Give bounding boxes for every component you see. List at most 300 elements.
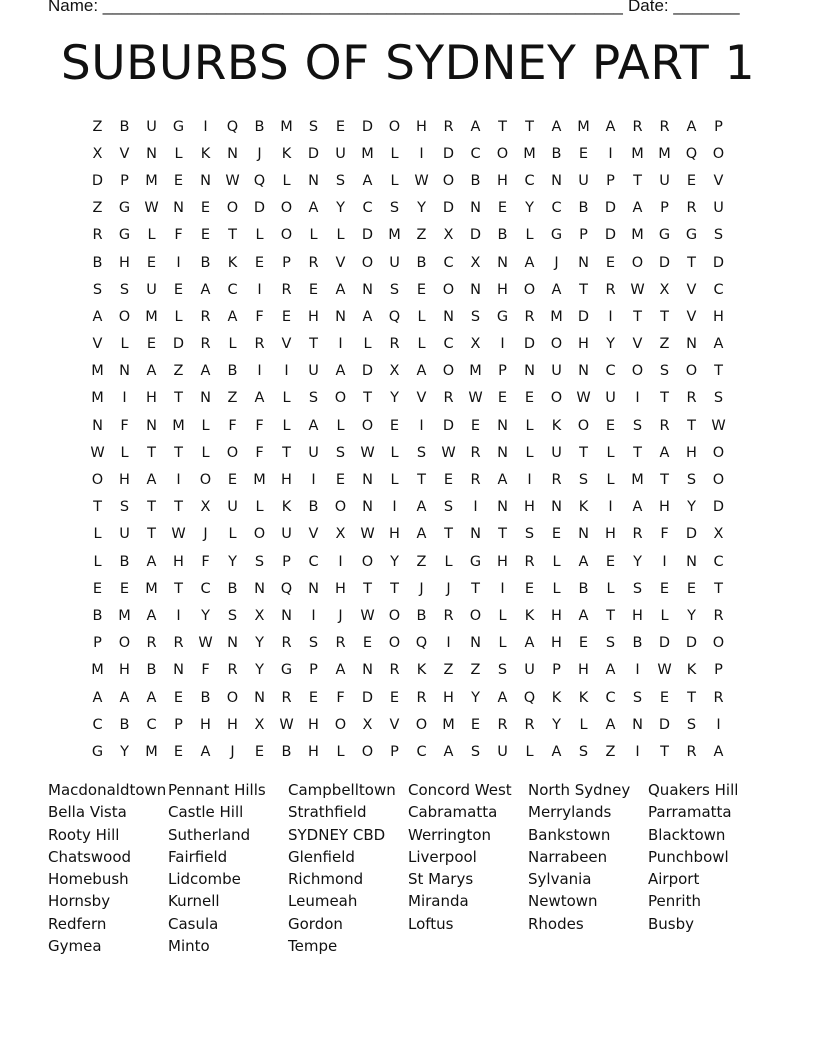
grid-letter[interactable]: D [442, 145, 455, 162]
grid-letter[interactable]: D [523, 336, 536, 353]
grid-letter[interactable]: I [716, 716, 721, 733]
grid-letter[interactable]: C [416, 743, 427, 760]
grid-letter[interactable]: T [579, 281, 588, 298]
grid-letter[interactable]: A [146, 363, 157, 380]
grid-letter[interactable]: Y [633, 553, 642, 570]
grid-letter[interactable]: C [524, 172, 535, 189]
grid-letter[interactable]: M [145, 308, 158, 325]
grid-letter[interactable]: H [605, 526, 616, 543]
grid-letter[interactable]: D [685, 526, 698, 543]
grid-letter[interactable]: L [417, 308, 426, 325]
grid-letter[interactable]: X [362, 716, 373, 733]
grid-letter[interactable]: I [284, 363, 289, 380]
grid-letter[interactable]: I [311, 607, 316, 624]
grid-letter[interactable]: E [470, 716, 481, 733]
grid-letter[interactable]: N [497, 444, 508, 461]
grid-letter[interactable]: P [606, 172, 615, 189]
grid-letter[interactable]: C [605, 363, 616, 380]
grid-letter[interactable]: E [659, 580, 670, 597]
grid-letter[interactable]: M [523, 145, 536, 162]
grid-letter[interactable]: U [389, 254, 400, 271]
grid-letter[interactable]: V [632, 336, 643, 353]
grid-letter[interactable]: A [713, 336, 724, 353]
grid-letter[interactable]: N [173, 662, 184, 679]
grid-letter[interactable]: N [281, 607, 292, 624]
grid-letter[interactable]: W [630, 281, 645, 298]
grid-letter[interactable]: H [227, 716, 238, 733]
grid-letter[interactable]: W [360, 526, 375, 543]
grid-letter[interactable]: W [414, 172, 429, 189]
grid-letter[interactable]: O [280, 227, 293, 244]
grid-letter[interactable]: D [658, 254, 671, 271]
grid-letter[interactable]: T [363, 580, 372, 597]
grid-letter[interactable]: S [119, 281, 130, 298]
grid-letter[interactable]: Y [255, 662, 264, 679]
grid-letter[interactable]: G [280, 662, 293, 679]
grid-letter[interactable]: S [632, 689, 643, 706]
grid-letter[interactable]: A [92, 689, 103, 706]
grid-letter[interactable]: R [443, 118, 454, 135]
grid-letter[interactable]: W [657, 662, 672, 679]
grid-letter[interactable]: P [714, 118, 723, 135]
grid-letter[interactable]: B [119, 553, 130, 570]
grid-letter[interactable]: V [389, 716, 400, 733]
grid-letter[interactable]: B [119, 716, 130, 733]
grid-letter[interactable]: N [308, 172, 319, 189]
grid-letter[interactable]: C [146, 716, 157, 733]
grid-letter[interactable]: I [122, 390, 127, 407]
grid-letter[interactable]: L [228, 336, 237, 353]
grid-letter[interactable]: A [524, 635, 535, 652]
grid-letter[interactable]: T [174, 390, 183, 407]
grid-letter[interactable]: D [172, 336, 185, 353]
grid-letter[interactable]: G [685, 227, 698, 244]
grid-letter[interactable]: N [200, 390, 211, 407]
grid-letter[interactable]: S [308, 635, 319, 652]
grid-letter[interactable]: I [338, 336, 343, 353]
grid-letter[interactable]: Z [470, 662, 481, 679]
grid-letter[interactable]: B [308, 499, 319, 516]
grid-letter[interactable]: D [469, 227, 482, 244]
grid-letter[interactable]: Z [173, 363, 184, 380]
grid-letter[interactable]: R [524, 308, 535, 325]
grid-letter[interactable]: E [119, 580, 130, 597]
grid-letter[interactable]: T [444, 526, 453, 543]
grid-letter[interactable]: C [713, 553, 724, 570]
grid-letter[interactable]: Q [388, 308, 401, 325]
grid-letter[interactable]: E [605, 417, 616, 434]
grid-letter[interactable]: Y [228, 553, 237, 570]
grid-letter[interactable]: E [686, 172, 697, 189]
grid-letter[interactable]: Z [227, 390, 238, 407]
grid-letter[interactable]: L [93, 553, 102, 570]
grid-letter[interactable]: Y [525, 200, 534, 217]
grid-letter[interactable]: Y [336, 200, 345, 217]
grid-letter[interactable]: V [713, 172, 724, 189]
grid-letter[interactable]: N [146, 417, 157, 434]
grid-letter[interactable]: E [659, 689, 670, 706]
grid-letter[interactable]: O [442, 281, 455, 298]
grid-letter[interactable]: N [254, 580, 265, 597]
grid-letter[interactable]: W [360, 607, 375, 624]
grid-letter[interactable]: A [605, 716, 616, 733]
grid-letter[interactable]: Z [92, 200, 103, 217]
grid-letter[interactable]: B [497, 227, 508, 244]
grid-letter[interactable]: W [225, 172, 240, 189]
grid-letter[interactable]: R [470, 472, 481, 489]
grid-letter[interactable]: I [257, 281, 262, 298]
grid-letter[interactable]: N [362, 281, 373, 298]
grid-letter[interactable]: Y [606, 336, 615, 353]
date-field-label[interactable]: Date: _______ [628, 0, 740, 15]
grid-letter[interactable]: A [308, 200, 319, 217]
grid-letter[interactable]: M [442, 716, 455, 733]
grid-letter[interactable]: N [335, 308, 346, 325]
grid-letter[interactable]: O [631, 363, 644, 380]
grid-letter[interactable]: A [416, 526, 427, 543]
grid-letter[interactable]: R [659, 417, 670, 434]
grid-letter[interactable]: H [578, 336, 589, 353]
grid-letter[interactable]: W [441, 444, 456, 461]
grid-letter[interactable]: A [524, 254, 535, 271]
grid-letter[interactable]: T [633, 444, 642, 461]
grid-letter[interactable]: L [525, 444, 534, 461]
grid-letter[interactable]: N [578, 254, 589, 271]
grid-letter[interactable]: E [389, 689, 400, 706]
grid-letter[interactable]: L [552, 580, 561, 597]
grid-letter[interactable]: R [524, 716, 535, 733]
grid-letter[interactable]: H [335, 580, 346, 597]
grid-letter[interactable]: K [524, 607, 535, 624]
grid-letter[interactable]: O [712, 145, 725, 162]
grid-letter[interactable]: T [471, 580, 480, 597]
grid-letter[interactable]: T [282, 444, 291, 461]
grid-letter[interactable]: N [470, 281, 481, 298]
grid-letter[interactable]: Y [687, 499, 696, 516]
grid-letter[interactable]: N [551, 499, 562, 516]
grid-letter[interactable]: D [712, 254, 725, 271]
grid-letter[interactable]: T [660, 308, 669, 325]
grid-letter[interactable]: N [254, 689, 265, 706]
grid-letter[interactable]: E [173, 743, 184, 760]
grid-letter[interactable]: T [228, 227, 237, 244]
grid-letter[interactable]: N [362, 472, 373, 489]
grid-letter[interactable]: N [470, 526, 481, 543]
grid-letter[interactable]: S [686, 716, 697, 733]
grid-letter[interactable]: O [577, 417, 590, 434]
grid-letter[interactable]: L [228, 526, 237, 543]
grid-letter[interactable]: R [659, 118, 670, 135]
grid-letter[interactable]: Y [390, 390, 399, 407]
grid-letter[interactable]: N [632, 716, 643, 733]
grid-letter[interactable]: C [470, 145, 481, 162]
grid-letter[interactable]: N [686, 553, 697, 570]
grid-letter[interactable]: Y [552, 716, 561, 733]
grid-letter[interactable]: T [714, 363, 723, 380]
grid-letter[interactable]: U [146, 118, 157, 135]
grid-letter[interactable]: X [254, 607, 265, 624]
grid-letter[interactable]: A [308, 417, 319, 434]
grid-letter[interactable]: B [416, 254, 427, 271]
grid-letter[interactable]: K [686, 662, 697, 679]
grid-letter[interactable]: B [200, 254, 211, 271]
grid-letter[interactable]: H [497, 172, 508, 189]
grid-letter[interactable]: S [605, 635, 616, 652]
grid-letter[interactable]: N [308, 580, 319, 597]
grid-letter[interactable]: G [172, 118, 185, 135]
grid-letter[interactable]: O [712, 635, 725, 652]
grid-letter[interactable]: M [145, 580, 158, 597]
grid-letter[interactable]: K [551, 689, 562, 706]
grid-letter[interactable]: O [523, 281, 536, 298]
grid-letter[interactable]: R [389, 336, 400, 353]
grid-letter[interactable]: A [551, 281, 562, 298]
grid-letter[interactable]: L [606, 444, 615, 461]
grid-letter[interactable]: I [608, 308, 613, 325]
grid-letter[interactable]: U [551, 444, 562, 461]
grid-letter[interactable]: W [468, 390, 483, 407]
grid-letter[interactable]: R [281, 689, 292, 706]
grid-letter[interactable]: P [714, 662, 723, 679]
grid-letter[interactable]: R [281, 281, 292, 298]
grid-letter[interactable]: E [281, 308, 292, 325]
grid-letter[interactable]: J [203, 526, 208, 543]
grid-letter[interactable]: L [444, 553, 453, 570]
grid-letter[interactable]: A [578, 553, 589, 570]
grid-letter[interactable]: R [227, 662, 238, 679]
grid-letter[interactable]: S [686, 472, 697, 489]
name-field-label[interactable]: Name: _______________________________________________________ [48, 0, 623, 15]
grid-letter[interactable]: I [608, 499, 613, 516]
grid-letter[interactable]: Z [92, 118, 103, 135]
grid-letter[interactable]: T [498, 526, 507, 543]
grid-letter[interactable]: T [174, 444, 183, 461]
grid-letter[interactable]: O [334, 390, 347, 407]
grid-letter[interactable]: W [198, 635, 213, 652]
grid-letter[interactable]: F [201, 553, 210, 570]
grid-letter[interactable]: A [551, 118, 562, 135]
grid-letter[interactable]: U [281, 526, 292, 543]
grid-letter[interactable]: N [227, 635, 238, 652]
grid-letter[interactable]: E [173, 281, 184, 298]
grid-letter[interactable]: P [282, 553, 291, 570]
grid-letter[interactable]: L [390, 472, 399, 489]
grid-letter[interactable]: I [527, 472, 532, 489]
grid-letter[interactable]: D [307, 145, 320, 162]
grid-letter[interactable]: N [146, 145, 157, 162]
grid-letter[interactable]: H [443, 689, 454, 706]
grid-letter[interactable]: M [388, 227, 401, 244]
grid-letter[interactable]: F [174, 227, 183, 244]
grid-letter[interactable]: I [473, 499, 478, 516]
grid-letter[interactable]: S [713, 227, 724, 244]
grid-letter[interactable]: G [118, 200, 131, 217]
grid-letter[interactable]: I [392, 499, 397, 516]
grid-letter[interactable]: B [470, 172, 481, 189]
grid-letter[interactable]: N [551, 172, 562, 189]
grid-letter[interactable]: I [635, 390, 640, 407]
grid-letter[interactable]: W [171, 526, 186, 543]
grid-letter[interactable]: A [335, 662, 346, 679]
grid-letter[interactable]: O [631, 254, 644, 271]
grid-letter[interactable]: O [388, 635, 401, 652]
grid-letter[interactable]: B [578, 200, 589, 217]
grid-letter[interactable]: C [713, 281, 724, 298]
grid-letter[interactable]: H [578, 662, 589, 679]
grid-letter[interactable]: B [227, 580, 238, 597]
grid-letter[interactable]: U [659, 172, 670, 189]
grid-letter[interactable]: Y [390, 553, 399, 570]
grid-letter[interactable]: O [199, 472, 212, 489]
grid-letter[interactable]: B [254, 118, 265, 135]
grid-letter[interactable]: R [92, 227, 103, 244]
grid-letter[interactable]: A [713, 743, 724, 760]
grid-letter[interactable]: T [147, 499, 156, 516]
grid-letter[interactable]: S [659, 363, 670, 380]
grid-letter[interactable]: N [227, 145, 238, 162]
grid-letter[interactable]: E [443, 472, 454, 489]
grid-letter[interactable]: P [660, 200, 669, 217]
grid-letter[interactable]: I [500, 580, 505, 597]
grid-letter[interactable]: B [281, 743, 292, 760]
grid-letter[interactable]: I [635, 743, 640, 760]
grid-letter[interactable]: H [416, 118, 427, 135]
grid-letter[interactable]: L [174, 308, 183, 325]
grid-letter[interactable]: L [255, 499, 264, 516]
grid-letter[interactable]: R [605, 281, 616, 298]
grid-letter[interactable]: A [416, 363, 427, 380]
grid-letter[interactable]: T [687, 254, 696, 271]
grid-letter[interactable]: V [119, 145, 130, 162]
grid-letter[interactable]: P [282, 254, 291, 271]
grid-letter[interactable]: K [416, 662, 427, 679]
grid-letter[interactable]: A [227, 308, 238, 325]
grid-letter[interactable]: O [550, 336, 563, 353]
grid-letter[interactable]: O [226, 689, 239, 706]
grid-letter[interactable]: T [687, 417, 696, 434]
grid-letter[interactable]: O [280, 200, 293, 217]
grid-letter[interactable]: M [91, 662, 104, 679]
grid-letter[interactable]: A [578, 607, 589, 624]
grid-letter[interactable]: P [552, 662, 561, 679]
grid-letter[interactable]: L [120, 444, 129, 461]
grid-letter[interactable]: O [361, 254, 374, 271]
grid-letter[interactable]: E [254, 254, 265, 271]
grid-letter[interactable]: S [497, 662, 508, 679]
grid-letter[interactable]: S [416, 444, 427, 461]
grid-letter[interactable]: O [334, 499, 347, 516]
grid-letter[interactable]: I [662, 553, 667, 570]
grid-letter[interactable]: R [632, 526, 643, 543]
grid-letter[interactable]: B [227, 363, 238, 380]
grid-letter[interactable]: J [554, 254, 559, 271]
grid-letter[interactable]: B [146, 662, 157, 679]
grid-letter[interactable]: H [524, 499, 535, 516]
grid-letter[interactable]: P [309, 662, 318, 679]
grid-letter[interactable]: V [686, 281, 697, 298]
grid-letter[interactable]: U [335, 145, 346, 162]
grid-letter[interactable]: R [686, 200, 697, 217]
grid-letter[interactable]: A [416, 499, 427, 516]
grid-letter[interactable]: J [230, 743, 235, 760]
grid-letter[interactable]: E [605, 553, 616, 570]
grid-letter[interactable]: R [200, 308, 211, 325]
grid-letter[interactable]: W [279, 716, 294, 733]
grid-letter[interactable]: H [173, 553, 184, 570]
grid-letter[interactable]: M [361, 145, 374, 162]
grid-letter[interactable]: C [362, 200, 373, 217]
grid-letter[interactable]: S [389, 281, 400, 298]
grid-letter[interactable]: I [446, 635, 451, 652]
grid-letter[interactable]: T [660, 472, 669, 489]
grid-letter[interactable]: I [419, 417, 424, 434]
grid-letter[interactable]: X [254, 716, 265, 733]
grid-letter[interactable]: T [606, 607, 615, 624]
grid-letter[interactable]: V [281, 336, 292, 353]
grid-letter[interactable]: G [658, 227, 671, 244]
grid-letter[interactable]: R [632, 118, 643, 135]
grid-letter[interactable]: E [173, 172, 184, 189]
grid-letter[interactable]: I [608, 145, 613, 162]
grid-letter[interactable]: L [606, 580, 615, 597]
grid-letter[interactable]: T [687, 689, 696, 706]
grid-letter[interactable]: B [632, 635, 643, 652]
grid-letter[interactable]: B [578, 580, 589, 597]
grid-letter[interactable]: A [200, 281, 211, 298]
grid-letter[interactable]: T [93, 499, 102, 516]
grid-letter[interactable]: O [496, 145, 509, 162]
grid-letter[interactable]: H [308, 308, 319, 325]
grid-letter[interactable]: B [200, 689, 211, 706]
grid-letter[interactable]: K [551, 417, 562, 434]
grid-letter[interactable]: L [390, 444, 399, 461]
grid-letter[interactable]: F [228, 417, 237, 434]
grid-letter[interactable]: U [551, 363, 562, 380]
grid-letter[interactable]: O [712, 444, 725, 461]
grid-letter[interactable]: N [524, 363, 535, 380]
grid-letter[interactable]: D [712, 499, 725, 516]
grid-letter[interactable]: H [659, 499, 670, 516]
grid-letter[interactable]: O [361, 743, 374, 760]
grid-letter[interactable]: S [578, 472, 589, 489]
grid-letter[interactable]: T [660, 743, 669, 760]
grid-letter[interactable]: G [118, 227, 131, 244]
grid-letter[interactable]: L [363, 336, 372, 353]
grid-letter[interactable]: A [497, 472, 508, 489]
grid-letter[interactable]: T [714, 580, 723, 597]
grid-letter[interactable]: A [632, 499, 643, 516]
grid-letter[interactable]: M [118, 607, 131, 624]
grid-letter[interactable]: L [336, 743, 345, 760]
grid-letter[interactable]: L [552, 553, 561, 570]
grid-letter[interactable]: G [469, 553, 482, 570]
grid-letter[interactable]: O [226, 200, 239, 217]
grid-letter[interactable]: C [227, 281, 238, 298]
grid-letter[interactable]: C [443, 336, 454, 353]
grid-letter[interactable]: Q [226, 118, 239, 135]
grid-letter[interactable]: R [335, 635, 346, 652]
grid-letter[interactable]: M [145, 743, 158, 760]
grid-letter[interactable]: O [685, 363, 698, 380]
grid-letter[interactable]: A [659, 444, 670, 461]
grid-letter[interactable]: E [146, 254, 157, 271]
grid-letter[interactable]: X [200, 499, 211, 516]
grid-letter[interactable]: R [686, 743, 697, 760]
grid-letter[interactable]: K [578, 499, 589, 516]
grid-letter[interactable]: I [311, 472, 316, 489]
grid-letter[interactable]: E [686, 580, 697, 597]
grid-letter[interactable]: W [144, 200, 159, 217]
